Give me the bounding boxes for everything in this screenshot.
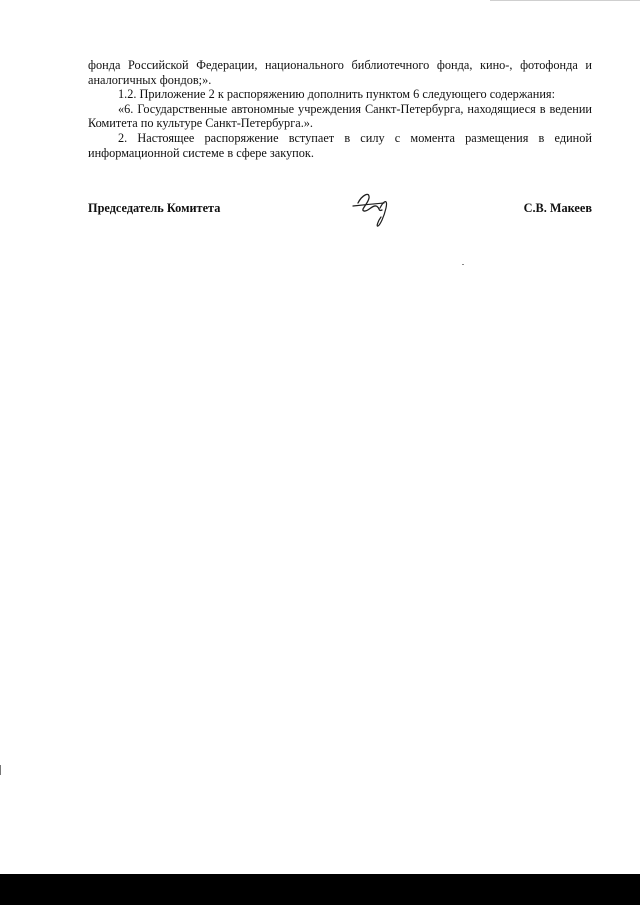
paragraph-item-2: 2. Настоящее распоряжение вступает в силу с момента размещения в единой информационной системе в сфере закупок.	[88, 130, 592, 160]
signature-block	[88, 201, 592, 231]
scan-bottom-border	[0, 874, 640, 905]
signatory-title: Председатель Комитета	[88, 201, 221, 215]
signatory-name: С.В. Макеев	[523, 201, 592, 215]
handwritten-signature	[350, 186, 394, 232]
document-body	[88, 58, 592, 160]
paragraph-item-6: «6. Государственные автономные учреждения Санкт-Петербурга, находящиеся в ведении Комитета по культуре Санкт-Петербурга.».	[88, 101, 592, 131]
scan-artifact-edge	[0, 765, 1, 775]
scan-artifact-line	[490, 0, 640, 1]
scan-artifact-dot	[462, 264, 464, 265]
paragraph-item-1-2: 1.2. Приложение 2 к распоряжению дополнить пунктом 6 следующего содержания:	[118, 87, 556, 102]
paragraph-continuation: фонда Российской Федерации, национального библиотечного фонда, кино-, фотофонда и аналогичных фондов;».	[88, 58, 592, 87]
